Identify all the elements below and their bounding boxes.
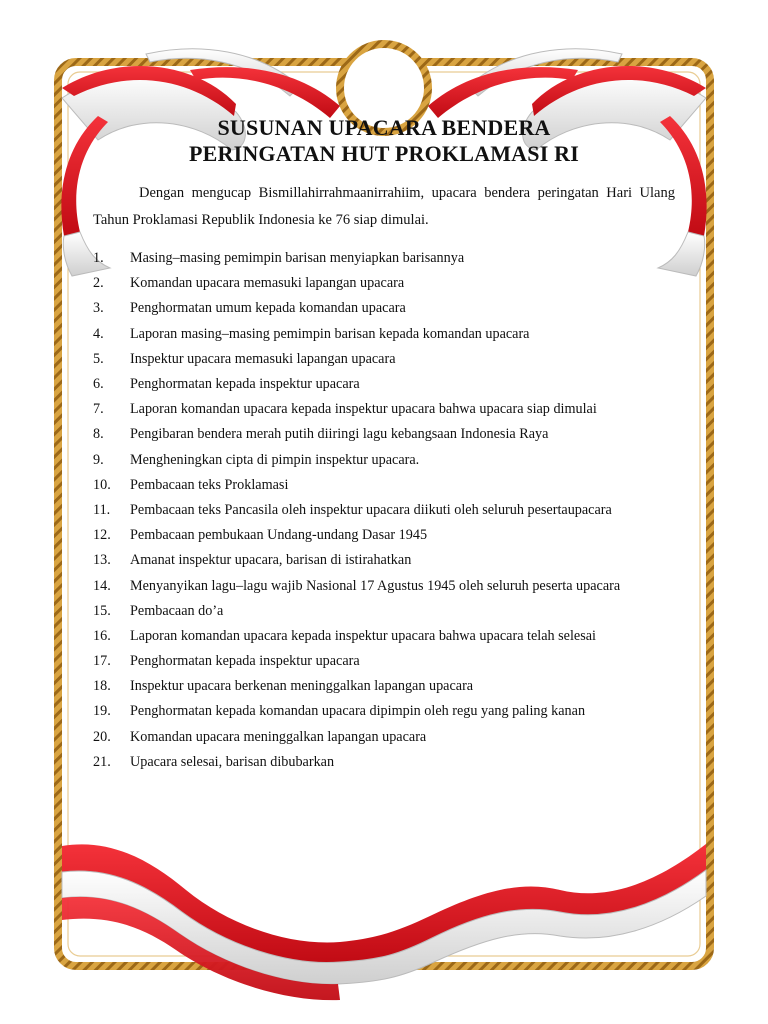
step-number: 9.	[93, 451, 104, 468]
list-item	[93, 322, 693, 347]
step-number: 7.	[93, 401, 104, 418]
step-text: Penghormatan kepada inspektur upacara	[130, 653, 360, 670]
step-text: Pembacaan teks Pancasila oleh inspektur upacara diikuti oleh seluruh pesertaupacara	[130, 501, 612, 518]
step-number: 6.	[93, 376, 104, 393]
list-item	[93, 725, 693, 750]
step-text: Menyanyikan lagu–lagu wajib Nasional 17 Agustus 1945 oleh seluruh peserta upacara	[130, 577, 621, 594]
list-item	[93, 649, 693, 674]
step-text: Komandan upacara memasuki lapangan upacara	[130, 275, 405, 292]
list-item	[93, 271, 693, 296]
step-text: Pembacaan do’a	[130, 602, 224, 619]
step-text: Inspektur upacara berkenan meninggalkan lapangan upacara	[130, 678, 474, 695]
list-item	[93, 347, 693, 372]
list-item	[93, 473, 693, 498]
step-number: 17.	[93, 653, 111, 670]
step-text: Pembacaan pembukaan Undang-undang Dasar 1945	[130, 527, 428, 544]
step-number: 8.	[93, 426, 104, 443]
list-item	[93, 498, 693, 523]
step-text: Masing–masing pemimpin barisan menyiapkan barisannya	[130, 250, 465, 267]
step-text: Penghormatan kepada inspektur upacara	[130, 376, 360, 393]
list-item	[93, 624, 693, 649]
title-line-2: PERINGATAN HUT PROKLAMASI RI	[188, 141, 580, 166]
step-number: 1.	[93, 250, 104, 267]
step-text: Amanat inspektur upacara, barisan di istirahatkan	[130, 552, 412, 569]
list-item	[93, 674, 693, 699]
step-number: 11.	[93, 501, 111, 518]
step-text: Mengheningkan cipta di pimpin inspektur upacara.	[130, 451, 420, 468]
step-text: Pembacaan teks Proklamasi	[130, 476, 289, 493]
step-text: Penghormatan umum kepada komandan upacara	[130, 300, 406, 317]
list-item	[93, 599, 693, 624]
list-item	[93, 573, 693, 598]
step-number: 13.	[93, 552, 111, 569]
step-number: 19.	[93, 703, 111, 720]
step-text: Penghormatan kepada komandan upacara dipimpin oleh regu yang paling kanan	[130, 703, 586, 720]
step-number: 5.	[93, 350, 104, 367]
title-line-1: SUSUNAN UPACARA BENDERA	[217, 115, 551, 140]
step-text: Laporan komandan upacara kepada inspektur upacara bahwa upacara siap dimulai	[130, 401, 597, 418]
list-item	[93, 699, 693, 724]
list-item	[93, 296, 693, 321]
list-item	[93, 750, 693, 775]
step-number: 3.	[93, 300, 104, 317]
list-item	[93, 246, 693, 271]
step-number: 18.	[93, 678, 111, 695]
step-text: Komandan upacara meninggalkan lapangan upacara	[130, 728, 427, 745]
intro-paragraph: Dengan mengucap Bismillahirrahmaanirrahiim, upacara bendera peringatan Hari Ulang Tahun Proklamasi Republik Indonesia ke 76 siap dimulai.	[93, 185, 675, 228]
step-number: 21.	[93, 753, 111, 770]
list-item	[93, 422, 693, 447]
list-item	[93, 523, 693, 548]
step-text: Upacara selesai, barisan dibubarkan	[130, 753, 335, 770]
list-item	[93, 372, 693, 397]
ceremony-steps-list	[93, 246, 693, 775]
step-number: 16.	[93, 627, 111, 644]
step-number: 4.	[93, 325, 104, 342]
step-number: 12.	[93, 527, 111, 544]
step-number: 15.	[93, 602, 111, 619]
step-number: 14.	[93, 577, 111, 594]
step-text: Laporan masing–masing pemimpin barisan kepada komandan upacara	[130, 325, 530, 342]
list-item	[93, 548, 693, 573]
step-number: 20.	[93, 728, 111, 745]
step-text: Laporan komandan upacara kepada inspektur upacara bahwa upacara telah selesai	[130, 627, 596, 644]
step-number: 10.	[93, 476, 111, 493]
step-text: Pengibaran bendera merah putih diiringi lagu kebangsaan Indonesia Raya	[130, 426, 549, 443]
step-text: Inspektur upacara memasuki lapangan upacara	[130, 350, 396, 367]
list-item	[93, 397, 693, 422]
list-item	[93, 448, 693, 473]
step-number: 2.	[93, 275, 104, 292]
